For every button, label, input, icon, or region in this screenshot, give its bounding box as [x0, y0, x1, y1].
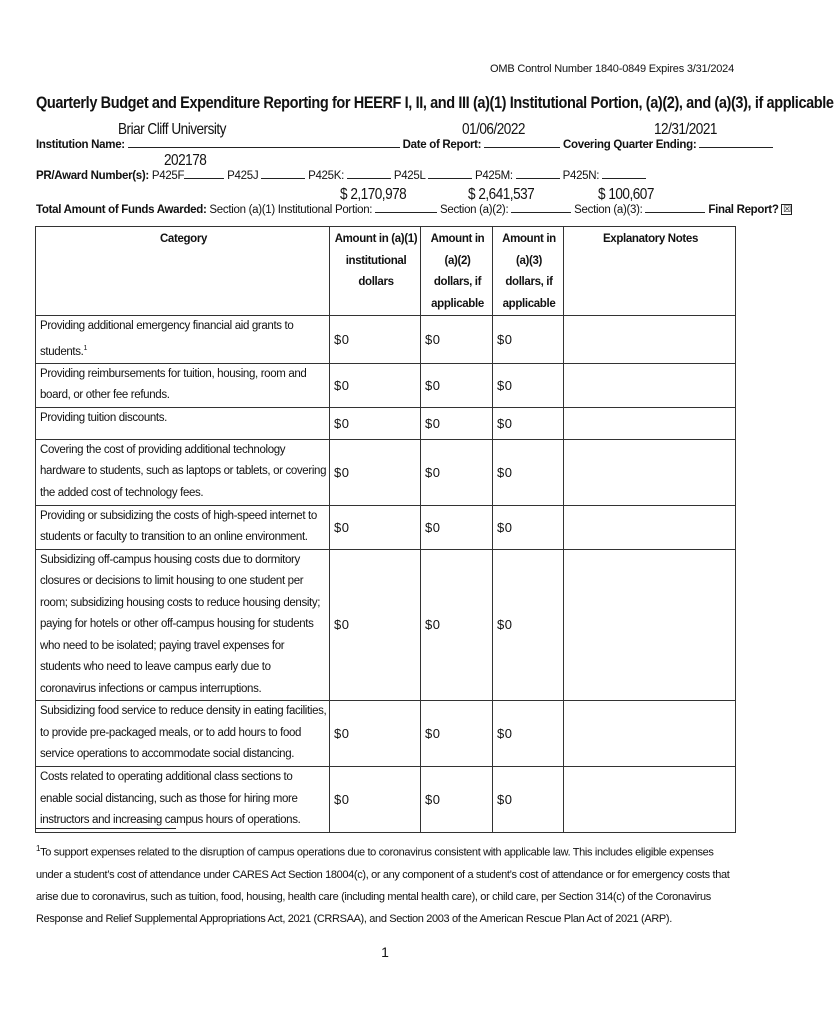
- p425l-label: P425L: [393, 170, 426, 182]
- institution-name-field[interactable]: Briar Cliff University: [118, 121, 226, 138]
- notes-cell[interactable]: [564, 701, 736, 767]
- page-title: Quarterly Budget and Expenditure Reporting for HEERF I, II, and III (a)(1) Institutional Portion, (a)(2), and (a)(3), if applicable: [36, 94, 834, 112]
- p425f-label: P425F: [151, 170, 185, 182]
- section-a1-amount-field[interactable]: $ 2,170,978: [340, 186, 407, 203]
- p425j-label: P425J: [227, 170, 259, 182]
- amount-a3-cell[interactable]: $0: [493, 363, 564, 407]
- amount-a2-cell[interactable]: $0: [421, 701, 493, 767]
- notes-header: Explanatory Notes: [564, 227, 736, 316]
- amount-a3-cell[interactable]: $0: [493, 316, 564, 364]
- total-funds-label: Total Amount of Funds Awarded:: [36, 204, 207, 216]
- footnote: [36, 838, 736, 930]
- amount-a1-cell[interactable]: $0: [330, 505, 421, 549]
- amount-a1-cell[interactable]: $0: [330, 407, 421, 439]
- table-header-row: [36, 227, 736, 316]
- category-cell: Subsidizing off-campus housing costs due to dormitory closures or decisions to limit housing to one student per room; subsidizing housing costs to reduce housing density; paying for hotels or other off-campus housing for students who need to be isolated; paying travel expenses for students who need to leave campus early due to coronavirus infections or campus interruptions.: [36, 549, 330, 701]
- table-row: [36, 363, 736, 407]
- amount-a1-cell[interactable]: $0: [330, 363, 421, 407]
- notes-cell[interactable]: [564, 316, 736, 364]
- amount-a3-cell[interactable]: $0: [493, 549, 564, 701]
- covering-quarter-field[interactable]: 12/31/2021: [654, 121, 717, 138]
- amount-a1-header: Amount in (a)(1) institutional dollars: [330, 227, 421, 316]
- amount-a3-cell[interactable]: $0: [493, 701, 564, 767]
- p425f-field[interactable]: 202178: [164, 152, 207, 169]
- section-a2-label: Section (a)(2):: [440, 204, 509, 216]
- amount-a2-cell[interactable]: $0: [421, 767, 493, 833]
- notes-cell[interactable]: [564, 767, 736, 833]
- table-row: [36, 407, 736, 439]
- table-row: [36, 701, 736, 767]
- category-cell: Providing or subsidizing the costs of high-speed internet to students or faculty to transition to an online environment.: [36, 505, 330, 549]
- amount-a1-cell[interactable]: $0: [330, 767, 421, 833]
- date-of-report-field[interactable]: 01/06/2022: [462, 121, 525, 138]
- section-a3-label: Section (a)(3):: [574, 204, 643, 216]
- table-row: [36, 549, 736, 701]
- category-cell: Providing reimbursements for tuition, housing, room and board, or other fee refunds.: [36, 363, 330, 407]
- table-row: [36, 505, 736, 549]
- final-report-label: Final Report?: [708, 204, 779, 216]
- quarter-label: Covering Quarter Ending:: [563, 139, 697, 151]
- amount-a2-cell[interactable]: $0: [421, 316, 493, 364]
- amount-a2-cell[interactable]: $0: [421, 407, 493, 439]
- institution-label: Institution Name:: [36, 139, 125, 151]
- amount-a1-cell[interactable]: $0: [330, 701, 421, 767]
- amount-a3-cell[interactable]: $0: [493, 767, 564, 833]
- page-number: 1: [381, 944, 389, 960]
- amount-a3-header: Amount in (a)(3) dollars, if applicable: [493, 227, 564, 316]
- notes-cell[interactable]: [564, 549, 736, 701]
- amount-a2-header: Amount in (a)(2) dollars, if applicable: [421, 227, 493, 316]
- notes-cell[interactable]: [564, 439, 736, 505]
- omb-control-number: OMB Control Number 1840-0849 Expires 3/31/2024: [490, 63, 734, 75]
- amount-a1-cell[interactable]: $0: [330, 316, 421, 364]
- footnote-text: To support expenses related to the disruption of campus operations due to coronavirus consistent with applicable law. This includes eligible expenses under a student’s cost of attendance under CARES Act Section 18004(c), or any component of a student’s cost of attendance or for emergency costs that arise due to coronavirus, such as tuition, food, housing, health care (including mental health care), or child care, per Section 314(c) of the Coronavirus Response and Relief Supplemental Appropriations Act, 2021 (CRRSAA), and Section 2003 of the American Rescue Plan Act of 2021 (ARP).: [36, 846, 730, 925]
- table-row: [36, 767, 736, 833]
- amount-a3-cell[interactable]: $0: [493, 505, 564, 549]
- amount-a1-cell[interactable]: $0: [330, 549, 421, 701]
- category-cell: Subsidizing food service to reduce density in eating facilities, to provide pre-packaged meals, or to add hours to food service operations to accommodate social distancing.: [36, 701, 330, 767]
- notes-cell[interactable]: [564, 505, 736, 549]
- amount-a2-cell[interactable]: $0: [421, 549, 493, 701]
- section-a1-label: Section (a)(1) Institutional Portion:: [209, 204, 373, 216]
- section-a3-amount-field[interactable]: $ 100,607: [598, 186, 654, 203]
- category-cell: Providing additional emergency financial aid grants to students.$^1$: [36, 316, 330, 364]
- notes-cell[interactable]: [564, 363, 736, 407]
- final-report-checkbox[interactable]: ☒: [783, 204, 791, 215]
- footnote-marker: 1: [36, 844, 41, 853]
- table-row: [36, 439, 736, 505]
- pr-award-label: PR/Award Number(s):: [36, 170, 149, 182]
- amount-a2-cell[interactable]: $0: [421, 439, 493, 505]
- category-cell: Providing tuition discounts.: [36, 407, 330, 439]
- p425n-label: P425N:: [562, 170, 600, 182]
- amount-a1-cell[interactable]: $0: [330, 439, 421, 505]
- total-funds-row: [36, 200, 792, 216]
- p425k-label: P425K:: [308, 170, 345, 182]
- category-cell: Costs related to operating additional class sections to enable social distancing, such as those for hiring more instructors and increasing campus hours of operations.: [36, 767, 330, 833]
- category-header: Category: [36, 227, 330, 316]
- section-a2-amount-field[interactable]: $ 2,641,537: [468, 186, 535, 203]
- expenditure-table: [35, 226, 736, 833]
- amount-a3-cell[interactable]: $0: [493, 439, 564, 505]
- award-number-row: [36, 166, 646, 182]
- amount-a2-cell[interactable]: $0: [421, 505, 493, 549]
- p425m-label: P425M:: [474, 170, 513, 182]
- date-label: Date of Report:: [402, 139, 482, 151]
- amount-a3-cell[interactable]: $0: [493, 407, 564, 439]
- amount-a2-cell[interactable]: $0: [421, 363, 493, 407]
- category-cell: Covering the cost of providing additional technology hardware to students, such as laptops or tablets, or covering the added cost of technology fees.: [36, 439, 330, 505]
- footnote-divider: [36, 828, 176, 829]
- notes-cell[interactable]: [564, 407, 736, 439]
- table-row: [36, 316, 736, 364]
